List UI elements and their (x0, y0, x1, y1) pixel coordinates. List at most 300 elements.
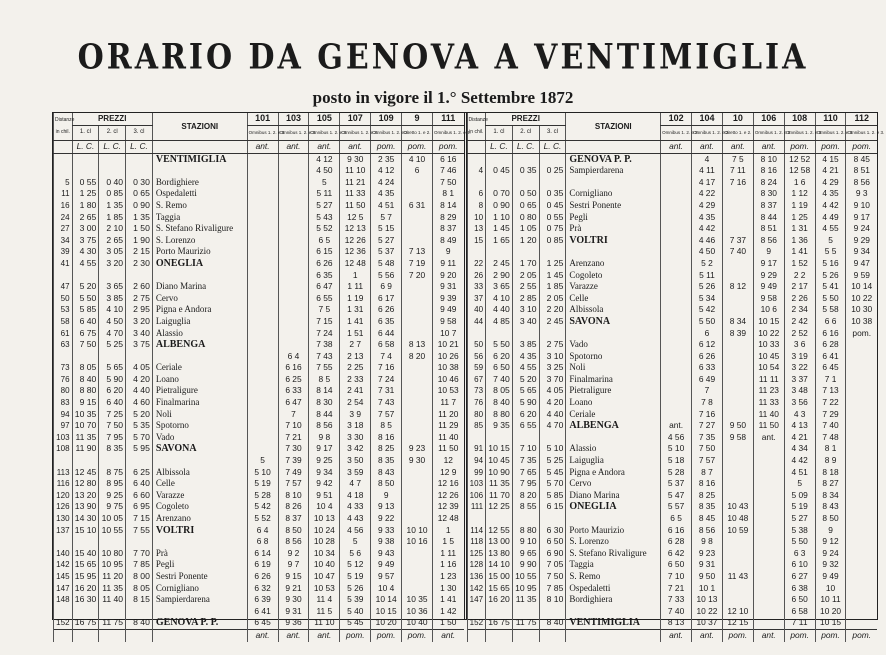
departure-time: 3 22 (784, 362, 815, 374)
station-name: Arenzano (152, 513, 247, 525)
price-1st-class (72, 153, 99, 165)
departure-time: 9 50 (722, 420, 753, 432)
distance-km: 10 (467, 212, 486, 224)
price-1st-class: 4 55 (72, 258, 99, 270)
departure-time (753, 501, 784, 513)
departure-time: 5 5 (815, 246, 846, 258)
departure-time (278, 293, 309, 305)
departure-time: 3 42 (340, 443, 371, 455)
departure-time: 6 58 (371, 339, 402, 351)
departure-time: 4 17 (692, 177, 723, 189)
departure-time: 4 35 (371, 188, 402, 200)
unit-cell (467, 141, 486, 154)
departure-time: 6 26 (371, 304, 402, 316)
departure-time (278, 212, 309, 224)
price-1st-class: 16 75 (72, 617, 99, 629)
departure-time: 5 (815, 235, 846, 247)
departure-time: 10 34 (309, 548, 340, 560)
departure-time: 5 (784, 478, 815, 490)
station-name: Finalmarina (566, 374, 661, 386)
table-row (54, 583, 464, 595)
departure-time: 6 (402, 165, 433, 177)
price-3rd-class: 3 40 (126, 328, 153, 340)
price-2nd-class: 10 55 (99, 525, 126, 537)
departure-time: 7 38 (309, 339, 340, 351)
station-name: Vado (566, 339, 661, 351)
departure-time (278, 316, 309, 328)
train-number: 111 (432, 113, 463, 126)
price-1st-class: 3 75 (72, 235, 99, 247)
table-row (54, 490, 464, 502)
departure-time: 5 27 (309, 200, 340, 212)
departure-time: 5 15 (371, 223, 402, 235)
price-2nd-class: 8 20 (512, 490, 539, 502)
distance-km: 111 (467, 501, 486, 513)
station-name (152, 536, 247, 548)
departure-time: 3 37 (784, 374, 815, 386)
departure-time (753, 571, 784, 583)
distance-header: Distanze in chil. (54, 113, 73, 141)
departure-time (278, 328, 309, 340)
departure-time (402, 328, 433, 340)
price-1st-class: 10 90 (486, 467, 513, 479)
price-1st-class: 15 00 (486, 571, 513, 583)
price-1st-class: 15 65 (72, 559, 99, 571)
price-2nd-class: 8 75 (99, 467, 126, 479)
price-3rd-class: 6 25 (126, 467, 153, 479)
price-2nd-class (512, 177, 539, 189)
departure-time (722, 293, 753, 305)
departure-time: 4 29 (692, 200, 723, 212)
departure-time: 5 48 (371, 258, 402, 270)
departure-time: 4 49 (815, 212, 846, 224)
departure-time: 4 12 (371, 165, 402, 177)
departure-time: 7 5 (722, 153, 753, 165)
departure-time: 5 28 (661, 467, 692, 479)
departure-time: 8 25 (371, 443, 402, 455)
footer-cell: pom. (784, 629, 815, 641)
departure-time: 10 15 (753, 316, 784, 328)
unit-cell: ant. (661, 141, 692, 154)
distance-km: 4 (467, 165, 486, 177)
departure-time: 8 18 (815, 467, 846, 479)
departure-time: 6 (692, 328, 723, 340)
train-category: Omnibus 1. 2. e 3. (371, 126, 402, 141)
departure-time (402, 293, 433, 305)
departure-time: 10 21 (432, 339, 463, 351)
departure-time: 10 35 (402, 594, 433, 606)
departure-time: 6 35 (371, 316, 402, 328)
departure-time (402, 478, 433, 490)
stations-header: STAZIONI (152, 113, 247, 141)
unit-cell: ant. (692, 141, 723, 154)
station-name: ALBENGA (566, 420, 661, 432)
price-2nd-class: 6 20 (512, 409, 539, 421)
departure-time (722, 559, 753, 571)
distance-km: 145 (54, 571, 73, 583)
departure-time (722, 385, 753, 397)
departure-time: 10 22 (753, 328, 784, 340)
departure-time: 6 12 (692, 339, 723, 351)
departure-time (722, 223, 753, 235)
departure-time: 4 11 (692, 165, 723, 177)
table-row (54, 443, 464, 455)
station-name: Cogoleto (566, 270, 661, 282)
distance-km: 63 (54, 339, 73, 351)
price-2nd-class: 7 50 (99, 420, 126, 432)
departure-time: 9 49 (432, 304, 463, 316)
price-3rd-class: 6 90 (539, 548, 566, 560)
stations-header: STAZIONI (566, 113, 661, 141)
price-2nd-class: 11 35 (99, 583, 126, 595)
departure-time: 5 26 (815, 270, 846, 282)
departure-time: 8 10 (753, 153, 784, 165)
price-2nd-class: 2 65 (99, 235, 126, 247)
class-header: 2. cl (512, 126, 539, 141)
departure-time: 7 21 (278, 432, 309, 444)
departure-time: 11 33 (340, 188, 371, 200)
departure-time (247, 432, 278, 444)
table-row (467, 212, 877, 224)
table-row (467, 420, 877, 432)
departure-time: 5 43 (309, 212, 340, 224)
departure-time: 9 24 (815, 548, 846, 560)
departure-time: 4 12 (309, 153, 340, 165)
departure-time: 12 10 (722, 606, 753, 618)
departure-time (753, 490, 784, 502)
price-2nd-class (512, 328, 539, 340)
departure-time: 10 7 (432, 328, 463, 340)
price-3rd-class: 8 15 (126, 594, 153, 606)
price-2nd-class (99, 270, 126, 282)
departure-time: 6 50 (661, 559, 692, 571)
departure-time: 2 13 (340, 351, 371, 363)
departure-time: 3 48 (784, 385, 815, 397)
unit-cell: L. C. (512, 141, 539, 154)
price-2nd-class: 2 85 (512, 293, 539, 305)
price-3rd-class: 4 20 (539, 397, 566, 409)
table-row (54, 258, 464, 270)
price-3rd-class: 5 70 (539, 478, 566, 490)
departure-time: 7 43 (309, 351, 340, 363)
price-3rd-class: 8 05 (126, 583, 153, 595)
price-3rd-class: 1 25 (539, 258, 566, 270)
departure-time: 7 16 (371, 362, 402, 374)
departure-time: 5 (309, 177, 340, 189)
departure-time: 8 16 (371, 432, 402, 444)
price-1st-class: 8 40 (72, 374, 99, 386)
departure-time: 9 32 (815, 559, 846, 571)
price-1st-class: 0 70 (486, 188, 513, 200)
station-name (566, 606, 661, 618)
departure-time: 8 24 (753, 177, 784, 189)
price-1st-class: 6 50 (486, 362, 513, 374)
departure-time (722, 339, 753, 351)
departure-time (661, 304, 692, 316)
price-3rd-class: 3 70 (539, 374, 566, 386)
distance-km: 47 (54, 281, 73, 293)
price-3rd-class (539, 246, 566, 258)
departure-time: 10 48 (722, 513, 753, 525)
footer-cell (512, 629, 539, 641)
price-1st-class: 15 40 (72, 548, 99, 560)
price-3rd-class: 5 20 (126, 409, 153, 421)
departure-time: 11 21 (340, 177, 371, 189)
departure-time (278, 339, 309, 351)
departure-time (402, 223, 433, 235)
unit-cell (54, 141, 73, 154)
departure-time (247, 409, 278, 421)
price-1st-class (72, 351, 99, 363)
footer-cell: pom. (340, 629, 371, 641)
departure-time: 4 7 (340, 478, 371, 490)
departure-time: 7 37 (722, 235, 753, 247)
departure-time: 4 29 (815, 177, 846, 189)
unit-cell: pom. (784, 141, 815, 154)
departure-time: 7 11 (722, 165, 753, 177)
train-category: Omnibus 1. 2. e 3. (784, 126, 815, 141)
distance-km: 44 (467, 316, 486, 328)
unit-cell (152, 141, 247, 154)
distance-km (54, 606, 73, 618)
departure-time: 9 30 (402, 455, 433, 467)
departure-time: 1 31 (340, 304, 371, 316)
train-category: Omnibus 1. 2. e 3. (247, 126, 278, 141)
footer-cell: ant. (661, 629, 692, 641)
price-3rd-class (539, 606, 566, 618)
departure-time: 6 28 (661, 536, 692, 548)
departure-time (278, 223, 309, 235)
departure-time: 9 58 (432, 316, 463, 328)
departure-time (402, 501, 433, 513)
departure-time: 3 59 (340, 467, 371, 479)
departure-time: 10 22 (692, 606, 723, 618)
unit-cell: L. C. (126, 141, 153, 154)
departure-time (661, 246, 692, 258)
departure-time: 10 40 (402, 617, 433, 629)
departure-time: 7 4 (371, 351, 402, 363)
departure-time (402, 374, 433, 386)
price-2nd-class: 10 05 (99, 513, 126, 525)
price-2nd-class: 6 40 (99, 397, 126, 409)
price-3rd-class: 7 85 (539, 583, 566, 595)
price-3rd-class: 1 85 (539, 281, 566, 293)
departure-time: 5 12 (340, 559, 371, 571)
departure-time (753, 455, 784, 467)
departure-time (661, 235, 692, 247)
departure-time: 6 16 (661, 525, 692, 537)
price-2nd-class: 9 25 (99, 490, 126, 502)
departure-time: 9 50 (692, 571, 723, 583)
departure-time: 12 26 (432, 490, 463, 502)
departure-time: 11 10 (309, 617, 340, 629)
departure-time (247, 246, 278, 258)
departure-time: 1 6 (784, 177, 815, 189)
price-3rd-class: 5 95 (126, 443, 153, 455)
departure-time: 6 42 (661, 548, 692, 560)
departure-time (661, 397, 692, 409)
price-2nd-class (512, 432, 539, 444)
departure-time (247, 235, 278, 247)
price-2nd-class: 8 95 (99, 478, 126, 490)
departure-time: 10 26 (432, 351, 463, 363)
departure-time (846, 420, 877, 432)
departure-time (278, 153, 309, 165)
price-1st-class (72, 270, 99, 282)
departure-time (846, 513, 877, 525)
station-name: Taggia (566, 559, 661, 571)
price-2nd-class: 4 70 (99, 328, 126, 340)
table-row (54, 606, 464, 618)
departure-time: 6 44 (371, 328, 402, 340)
distance-km (467, 328, 486, 340)
station-name: Laiguglia (152, 316, 247, 328)
station-name: Alassio (566, 443, 661, 455)
price-2nd-class: 4 50 (99, 316, 126, 328)
price-2nd-class: 11 40 (99, 594, 126, 606)
station-name (566, 246, 661, 258)
departure-time: 7 33 (661, 594, 692, 606)
train-category: Omnibus 1. 2. e 3. (432, 126, 463, 141)
departure-time: 7 40 (815, 420, 846, 432)
table-row (54, 188, 464, 200)
price-3rd-class: 7 50 (539, 571, 566, 583)
distance-km (54, 270, 73, 282)
departure-time: 8 26 (278, 501, 309, 513)
departure-time (846, 525, 877, 537)
station-name: Noli (152, 409, 247, 421)
price-1st-class: 6 75 (72, 328, 99, 340)
price-3rd-class: 0 55 (539, 212, 566, 224)
price-2nd-class: 9 10 (512, 536, 539, 548)
table-row (54, 212, 464, 224)
departure-time: 9 (753, 246, 784, 258)
departure-time (722, 397, 753, 409)
departure-time (661, 200, 692, 212)
train-category: Omnibus 1. 2. e 3. (692, 126, 723, 141)
price-1st-class: 8 05 (72, 362, 99, 374)
departure-time: 9 8 (692, 536, 723, 548)
departure-time (722, 304, 753, 316)
price-1st-class: 15 10 (72, 525, 99, 537)
departure-time: 6 32 (247, 583, 278, 595)
price-3rd-class: 1 50 (126, 223, 153, 235)
footer-cell: pom. (722, 629, 753, 641)
station-name: Arenzano (566, 258, 661, 270)
price-2nd-class: 4 35 (512, 351, 539, 363)
station-name: Celle (566, 293, 661, 305)
distance-km: 114 (467, 525, 486, 537)
departure-time: 8 29 (432, 212, 463, 224)
departure-time: 10 22 (846, 293, 877, 305)
table-row (54, 525, 464, 537)
departure-time: 10 20 (371, 617, 402, 629)
departure-time: 8 34 (722, 316, 753, 328)
price-1st-class (72, 165, 99, 177)
price-2nd-class: 3 10 (512, 304, 539, 316)
departure-time (661, 374, 692, 386)
departure-time (722, 188, 753, 200)
departure-time: 5 47 (661, 490, 692, 502)
departure-time: 6 16 (432, 153, 463, 165)
departure-time: 5 41 (815, 281, 846, 293)
departure-time: 12 16 (432, 478, 463, 490)
departure-time: 7 48 (815, 432, 846, 444)
departure-time: 5 37 (371, 246, 402, 258)
price-1st-class: 6 40 (72, 316, 99, 328)
table-row (54, 385, 464, 397)
price-1st-class (72, 606, 99, 618)
price-2nd-class: 7 95 (99, 432, 126, 444)
departure-time: 9 7 (278, 559, 309, 571)
departure-time (402, 571, 433, 583)
departure-time: 9 24 (846, 223, 877, 235)
departure-time (278, 246, 309, 258)
station-name: S. Lorenzo (566, 536, 661, 548)
departure-time: 9 49 (753, 281, 784, 293)
departure-time: 2 2 (784, 270, 815, 282)
distance-km: 99 (467, 467, 486, 479)
departure-time (753, 513, 784, 525)
distance-km: 15 (467, 235, 486, 247)
departure-time (278, 270, 309, 282)
departure-time: 7 16 (722, 177, 753, 189)
departure-time: 7 31 (371, 385, 402, 397)
departure-time (402, 188, 433, 200)
departure-time: 9 47 (846, 258, 877, 270)
departure-time: 9 29 (753, 270, 784, 282)
departure-time: 2 33 (340, 374, 371, 386)
departure-time: 3 56 (784, 397, 815, 409)
station-name: Bordighiere (152, 177, 247, 189)
table-row (54, 594, 464, 606)
departure-time: 6 49 (692, 374, 723, 386)
table-row (467, 397, 877, 409)
departure-time (753, 559, 784, 571)
departure-time: 3 18 (340, 420, 371, 432)
departure-time: 2 34 (784, 304, 815, 316)
station-name: Varazze (152, 490, 247, 502)
distance-km (54, 536, 73, 548)
station-name: Cervo (566, 478, 661, 490)
price-2nd-class: 7 25 (99, 409, 126, 421)
table-row (54, 328, 464, 340)
departure-time (846, 385, 877, 397)
table-row (467, 432, 877, 444)
price-3rd-class: 7 15 (126, 513, 153, 525)
departure-time: 5 50 (784, 536, 815, 548)
departure-time: 9 31 (432, 281, 463, 293)
price-2nd-class: 1 20 (512, 235, 539, 247)
price-2nd-class: 5 90 (512, 397, 539, 409)
departure-time: 8 34 (815, 490, 846, 502)
table-row (54, 153, 464, 165)
departure-time: 12 48 (432, 513, 463, 525)
departure-time: 10 11 (815, 594, 846, 606)
price-3rd-class: 2 30 (126, 258, 153, 270)
departure-time: 6 27 (784, 571, 815, 583)
departure-time (722, 362, 753, 374)
departure-time: 4 35 (815, 188, 846, 200)
departure-time: 8 30 (753, 188, 784, 200)
price-2nd-class (99, 536, 126, 548)
table-row (54, 478, 464, 490)
station-name (566, 432, 661, 444)
departure-time: 11 4 (309, 594, 340, 606)
departure-time: 10 38 (846, 316, 877, 328)
departure-time (278, 177, 309, 189)
departure-time: 8 14 (309, 385, 340, 397)
